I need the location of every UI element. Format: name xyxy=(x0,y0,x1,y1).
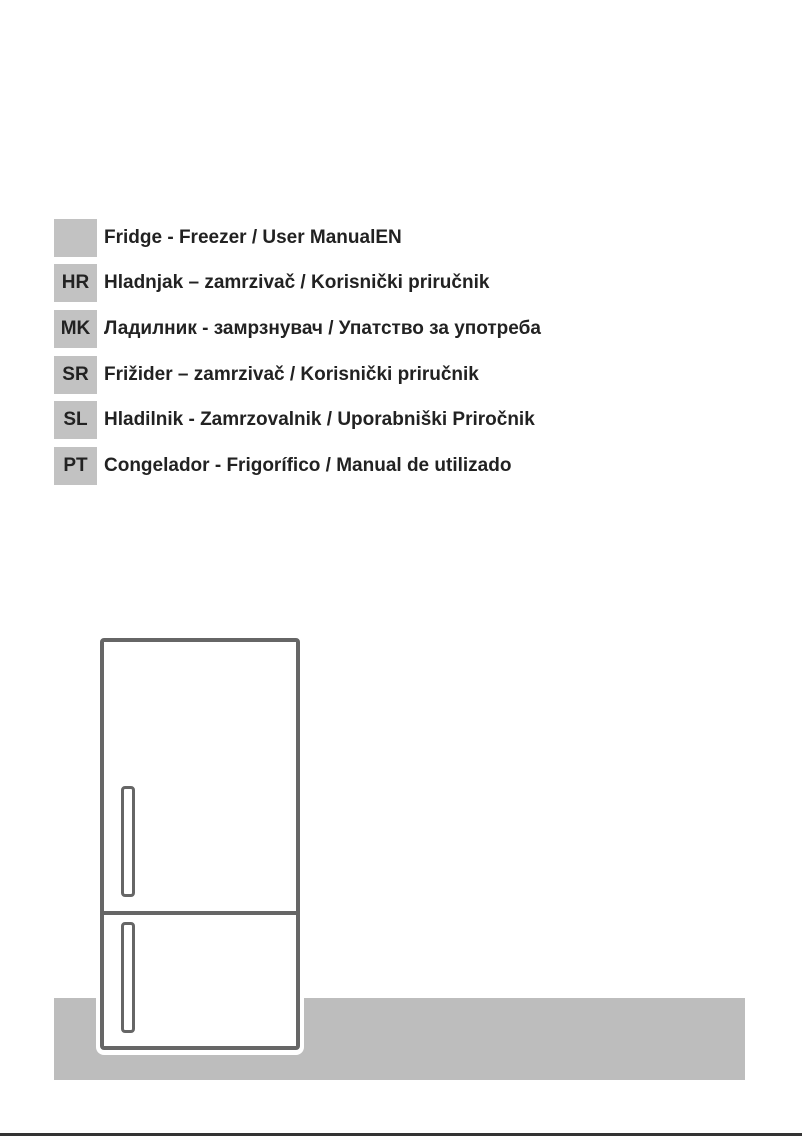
door-divider xyxy=(104,911,296,915)
language-title: Fridge - Freezer / User ManualEN xyxy=(104,227,402,248)
language-title: Congelador - Frigorífico / Manual de utilizado xyxy=(104,455,512,476)
language-code xyxy=(54,219,97,257)
language-code: HR xyxy=(54,264,97,302)
language-title: Frižider – zamrzivač / Korisnički priručnik xyxy=(104,364,479,385)
language-row-sr xyxy=(54,356,479,394)
language-title: Hladnjak – zamrzivač / Korisnički priručnik xyxy=(104,272,490,293)
language-code: PT xyxy=(54,447,97,485)
language-code: SR xyxy=(54,356,97,394)
freezer-handle-icon xyxy=(121,922,135,1033)
language-title: Hladilnik - Zamrzovalnik / Uporabniški Priročnik xyxy=(104,409,535,430)
language-row-sl xyxy=(54,401,535,439)
language-code: SL xyxy=(54,401,97,439)
language-row-pt xyxy=(54,447,511,485)
language-code: MK xyxy=(54,310,97,348)
language-row-en xyxy=(54,219,402,257)
language-row-mk xyxy=(54,310,541,348)
language-row-hr xyxy=(54,264,489,302)
language-title: Ладилник - замрзнувач / Упатство за употреба xyxy=(104,318,541,339)
fridge-handle-icon xyxy=(121,786,135,897)
fridge-freezer-illustration xyxy=(100,638,300,1050)
